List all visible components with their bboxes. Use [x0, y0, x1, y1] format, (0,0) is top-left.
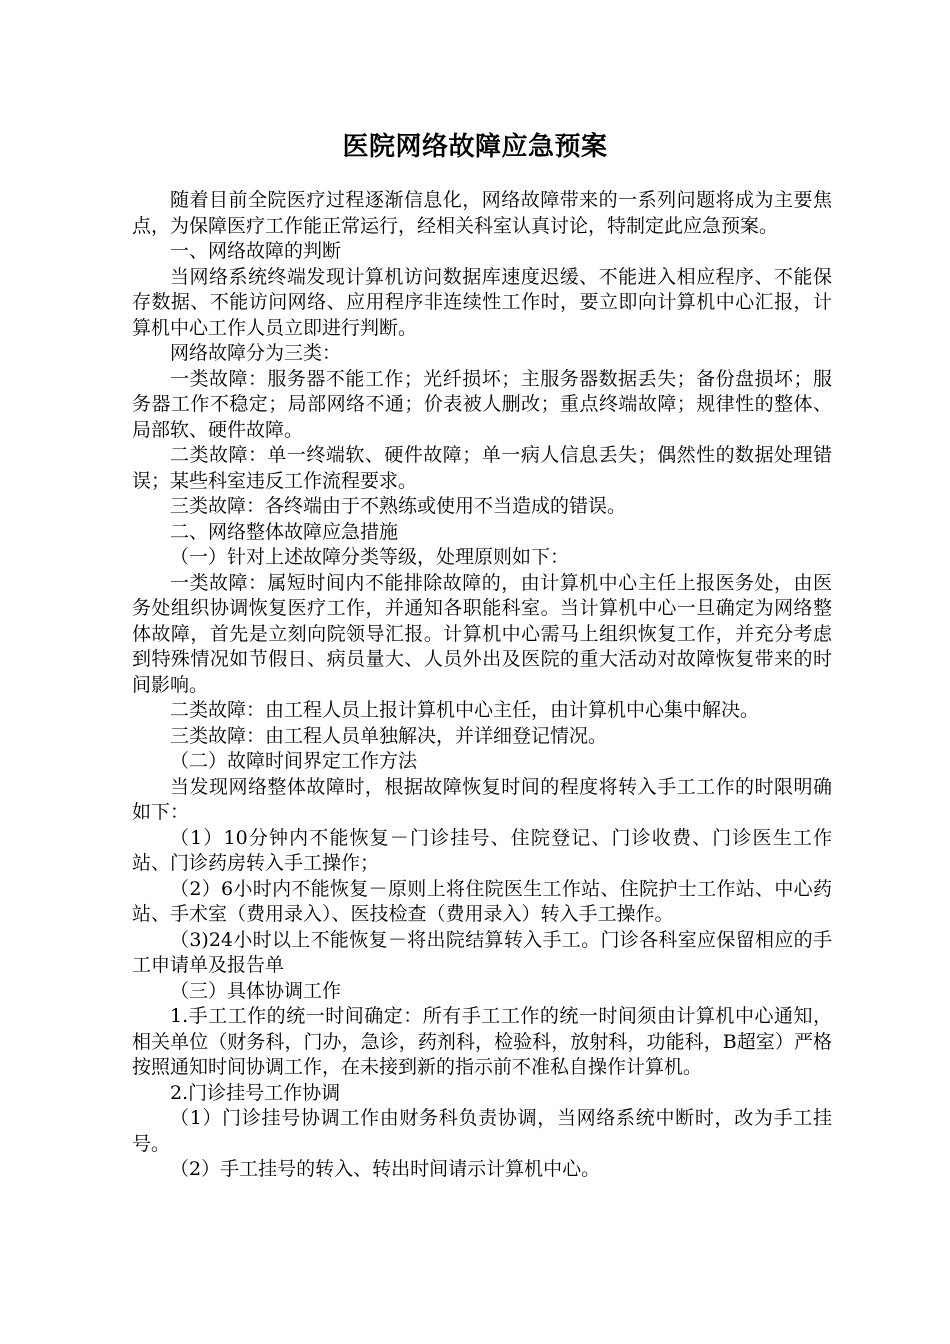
- paragraph: 1.手工工作的统一时间确定：所有手工工作的统一时间须由计算机中心通知，相关单位（财务科，门办，急诊，药剂科，检验科，放射科，功能科，B超室）严格按照通知时间协调工作，在未接到新的指示前不准私自操作计算机。: [132, 1005, 832, 1078]
- subsection-heading: （三）具体协调工作: [170, 979, 342, 1002]
- list-item: （2）手工挂号的转入、转出时间请示计算机中心。: [170, 1158, 601, 1180]
- paragraph-intro: 随着目前全院医疗过程逐渐信息化，网络故障带来的一系列问题将成为主要焦点，为保障医疗工作能正常运行，经相关科室认真讨论，特制定此应急预案。: [132, 189, 832, 237]
- list-item: （3)24小时以上不能恢复－将出院结算转入手工。门诊各科室应保留相应的手工申请单及报告单: [132, 928, 832, 976]
- section-heading-1: 一、网络故障的判断: [170, 240, 342, 262]
- paragraph: 当网络系统终端发现计算机访问数据库速度迟缓、不能进入相应程序、不能保存数据、不能访问网络、应用程序非连续性工作时，要立即向计算机中心汇报，计算机中心工作人员立即进行判断。: [132, 265, 832, 339]
- paragraph: 三类故障：各终端由于不熟练或使用不当造成的错误。: [170, 495, 627, 517]
- paragraph: 2.门诊挂号工作协调: [170, 1081, 341, 1104]
- subsection-heading: （一）针对上述故障分类等级，处理原则如下：: [170, 546, 570, 568]
- paragraph: 网络故障分为三类：: [170, 342, 342, 364]
- paragraph: 二类故障：由工程人员上报计算机中心主任，由计算机中心集中解决。: [170, 699, 760, 721]
- section-heading-2: 二、网络整体故障应急措施: [170, 520, 399, 543]
- list-item: （1）门诊挂号协调工作由财务科负责协调，当网络系统中断时，改为手工挂号。: [132, 1107, 832, 1155]
- subsection-heading: （二）故障时间界定工作方法: [170, 750, 418, 772]
- document-body: [132, 188, 832, 1183]
- paragraph: 三类故障：由工程人员单独解决，并详细登记情况。: [170, 724, 608, 747]
- paragraph: 一类故障：属短时间内不能排除故障的，由计算机中心主任上报医务处，由医务处组织协调恢复医疗工作，并通知各职能科室。当计算机中心一旦确定为网络整体故障，首先是立刻向院领导汇报。计算机中心需马上组织恢复工作，并充分考虑到特殊情况如节假日、病员量大、人员外出及医院的重大活动对故障恢复带来的时间影响。: [132, 571, 832, 696]
- paragraph: 一类故障：服务器不能工作；光纤损坏；主服务器数据丢失；备份盘损坏；服务器工作不稳定；局部网络不通；价表被人删改；重点终端故障；规律性的整体、局部软、硬件故障。: [132, 367, 832, 441]
- list-item: （1）10分钟内不能恢复－门诊挂号、住院登记、门诊收费、门诊医生工作站、门诊药房转入手工操作；: [132, 826, 832, 874]
- document-title: 医院网络故障应急预案: [342, 132, 608, 162]
- list-item: （2）6小时内不能恢复－原则上将住院医生工作站、住院护士工作站、中心药站、手术室（费用录入）、医技检查（费用录入）转入手工操作。: [132, 877, 832, 925]
- paragraph: 二类故障：单一终端软、硬件故障；单一病人信息丢失；偶然性的数据处理错误；某些科室违反工作流程要求。: [132, 444, 832, 492]
- paragraph: 当发现网络整体故障时，根据故障恢复时间的程度将转入手工工作的时限明确如下：: [132, 775, 832, 823]
